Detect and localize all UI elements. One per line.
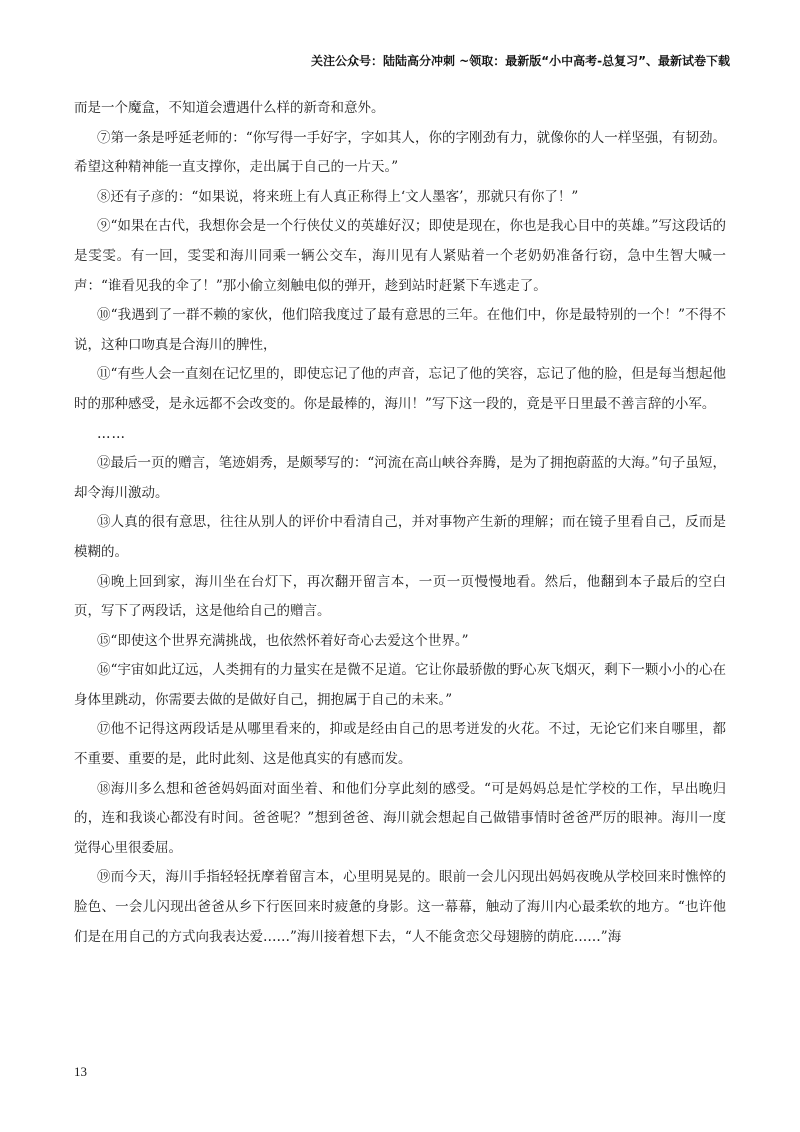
paragraph: ⑨“如果在古代，我想你会是一个行侠仗义的英雄好汉；即使是现在，你也是我心目中的英雄。”写这段话的是雯雯。有一回，雯雯和海川同乘一辆公交车，海川见有人紧贴着一个老奶奶准备行窃，急中生智大喊一声：“谁看见我的伞了！”那小偷立刻触电似的弹开，趁到站时赶紧下车逃走了。	[74, 218, 726, 294]
page-header: 关注公众号：陆陆高分冲刺 ~领取：最新版“小中高考-总复习”、最新试卷下载	[311, 54, 730, 68]
paragraph: 而是一个魔盒，不知道会遭遇什么样的新奇和意外。	[74, 100, 385, 116]
paragraph: ⑯“宇宙如此辽远，人类拥有的力量实在是微不足道。它让你最骄傲的野心灰飞烟灭，剩下一颗小小的心在身体里跳动，你需要去做的是做好自己，拥抱属于自己的未来。”	[74, 662, 726, 708]
paragraph: ⑮“即使这个世界充满挑战，也依然怀着好奇心去爱这个世界。”	[96, 632, 469, 649]
ellipsis: ……	[96, 425, 126, 442]
paragraph: ⑱海川多么想和爸爸妈妈面对面坐着、和他们分享此刻的感受。“可是妈妈总是忙学校的工作，早出晚归的，连和我谈心都没有时间。爸爸呢？”想到爸爸、海川就会想起自己做错事情时爸爸严厉的眼神。海川一度觉得心里很委屈。	[74, 780, 726, 856]
page-number: 13	[74, 1064, 87, 1079]
paragraph: ⑪“有些人会一直刻在记忆里的，即使忘记了他的声音，忘记了他的笑容，忘记了他的脸，但是每当想起他时的那种感受，是永远都不会改变的。你是最棒的，海川！”写下这一段的，竟是平日里最不善言辞的小军。	[74, 366, 726, 412]
paragraph: ⑩“我遇到了一群不赖的家伙，他们陪我度过了最有意思的三年。在他们中，你是最特别的一个！”不得不说，这种口吻真是合海川的脾性，	[74, 307, 726, 353]
paragraph: ⑲而今天，海川手指轻轻抚摩着留言本，心里明晃晃的。眼前一会儿闪现出妈妈夜晚从学校回来时憔悴的脸色、一会儿闪现出爸爸从乡下行医回来时疲惫的身影。这一幕幕，触动了海川内心最柔软的地方。“也许他们是在用自己的方式向我表达爱……”海川接着想下去，“人不能贪恋父母翅膀的荫庇……”海	[74, 869, 726, 945]
paragraph: ⑧还有子彦的：“如果说，将来班上有人真正称得上‘文人墨客’，那就只有你了！”	[96, 188, 579, 205]
document-body	[74, 94, 726, 952]
paragraph: ⑫最后一页的赠言，笔迹娟秀，是颇琴写的：“河流在高山峡谷奔腾，是为了拥抱蔚蓝的大海。”句子虽短，却令海川激动。	[74, 455, 726, 501]
paragraph: ⑭晚上回到家，海川坐在台灯下，再次翻开留言本，一页一页慢慢地看。然后，他翻到本子最后的空白页，写下了两段话，这是他给自己的赠言。	[74, 573, 726, 620]
paragraph: ⑬人真的很有意思，往往从别人的评价中看清自己，并对事物产生新的理解；而在镜子里看自己，反而是模糊的。	[74, 514, 726, 560]
paragraph: ⑦第一条是呼延老师的：“你写得一手好字，字如其人，你的字刚劲有力，就像你的人一样坚强，有韧劲。希望这种精神能一直支撑你，走出属于自己的一片天。”	[74, 129, 726, 176]
paragraph: ⑰他不记得这两段话是从哪里看来的，抑或是经由自己的思考迸发的火花。不过，无论它们来自哪里，都不重要、重要的是，此时此刻、这是他真实的有感而发。	[74, 721, 726, 768]
